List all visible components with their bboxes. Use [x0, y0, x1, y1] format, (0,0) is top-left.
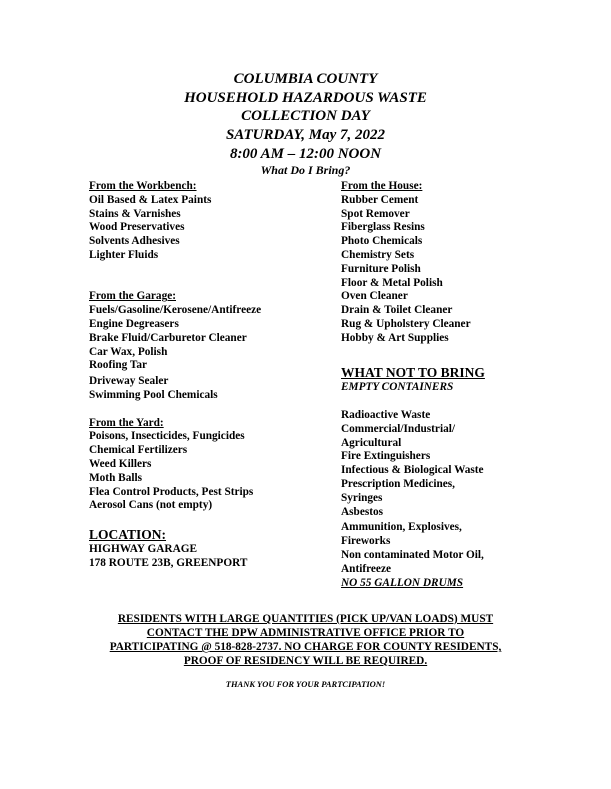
list-item: Syringes: [341, 491, 383, 504]
list-item: Fuels/Gasoline/Kerosene/Antifreeze: [89, 304, 262, 317]
list-item: Furniture Polish: [341, 262, 421, 275]
workbench-heading: From the Workbench:: [89, 180, 197, 192]
event-subtitle: COLLECTION DAY: [241, 108, 370, 124]
list-item: Fireworks: [341, 535, 391, 548]
list-item: Spot Remover: [341, 207, 410, 220]
list-item: Roofing Tar: [89, 359, 148, 372]
house-heading: From the House:: [341, 180, 423, 192]
event-time: 8:00 AM – 12:00 NOON: [229, 146, 382, 162]
notice-line: RESIDENTS WITH LARGE QUANTITIES (PICK UP/VAN LOADS) MUST: [117, 613, 494, 625]
location-name: HIGHWAY GARAGE: [89, 542, 198, 555]
list-item: Fire Extinguishers: [341, 450, 431, 463]
thank-you-note: THANK YOU FOR YOUR PARTCIPATION!: [225, 679, 386, 689]
list-item: Photo Chemicals: [341, 235, 423, 248]
right-column: [341, 180, 485, 590]
list-item: Driveway Sealer: [89, 375, 169, 388]
list-item: Chemical Fertilizers: [89, 444, 188, 457]
location-address: 178 ROUTE 23B, GREENPORT: [89, 556, 248, 569]
list-item: Commercial/Industrial/: [341, 422, 456, 435]
list-item: Fiberglass Resins: [341, 221, 425, 234]
list-item: Antifreeze: [341, 562, 391, 575]
no-drums-note: NO 55 GALLON DRUMS: [341, 576, 464, 589]
list-item: Stains & Varnishes: [89, 207, 181, 220]
list-item: Hobby & Art Supplies: [341, 331, 449, 344]
list-item: Rug & Upholstery Cleaner: [341, 317, 471, 330]
list-item: Radioactive Waste: [341, 408, 431, 421]
list-item: Oven Cleaner: [341, 290, 408, 303]
list-item: Flea Control Products, Pest Strips: [89, 485, 254, 498]
notice-line: PARTICIPATING @ 518-828-2737. NO CHARGE FOR COUNTY RESIDENTS,: [109, 641, 502, 653]
list-item: Prescription Medicines,: [341, 477, 455, 490]
list-item: Solvents Adhesives: [89, 235, 180, 248]
list-item: Lighter Fluids: [89, 248, 159, 261]
empty-containers-note: EMPTY CONTAINERS: [341, 381, 454, 394]
not-to-bring-heading: WHAT NOT TO BRING: [341, 365, 485, 381]
notice-line: CONTACT THE DPW ADMINISTRATIVE OFFICE PRIOR TO: [146, 627, 465, 639]
garage-heading: From the Garage:: [89, 290, 176, 303]
list-item: Swimming Pool Chemicals: [89, 388, 218, 401]
list-item: Infectious & Biological Waste: [341, 464, 484, 477]
list-item: Wood Preservatives: [89, 221, 185, 234]
list-item: Chemistry Sets: [341, 248, 415, 261]
yard-heading: From the Yard:: [89, 416, 164, 429]
list-item: Agricultural: [341, 436, 402, 449]
left-column: [89, 180, 261, 571]
location-heading: LOCATION:: [89, 526, 167, 542]
event-date: SATURDAY, May 7, 2022: [225, 127, 386, 143]
list-item: Asbestos: [341, 505, 384, 518]
notice-line: PROOF OF RESIDENCY WILL BE REQUIRED.: [183, 655, 428, 667]
list-item: Brake Fluid/Carburetor Cleaner: [89, 331, 247, 344]
list-item: Floor & Metal Polish: [341, 276, 443, 289]
list-item: Non contaminated Motor Oil,: [341, 548, 484, 561]
list-item: Ammunition, Explosives,: [341, 521, 462, 534]
list-item: Drain & Toilet Cleaner: [341, 304, 453, 317]
list-item: Aerosol Cans (not empty): [89, 499, 213, 512]
list-item: Moth Balls: [89, 471, 143, 484]
list-item: Oil Based & Latex Paints: [89, 193, 212, 206]
what-to-bring-question: What Do I Bring?: [260, 163, 351, 177]
list-item: Engine Degreasers: [89, 317, 179, 330]
list-item: Rubber Cement: [341, 193, 419, 206]
list-item: Weed Killers: [89, 457, 152, 470]
county-title: COLUMBIA COUNTY: [233, 71, 378, 87]
list-item: Poisons, Insecticides, Fungicides: [89, 430, 245, 443]
event-title: HOUSEHOLD HAZARDOUS WASTE: [184, 90, 427, 106]
list-item: Car Wax, Polish: [89, 345, 168, 358]
